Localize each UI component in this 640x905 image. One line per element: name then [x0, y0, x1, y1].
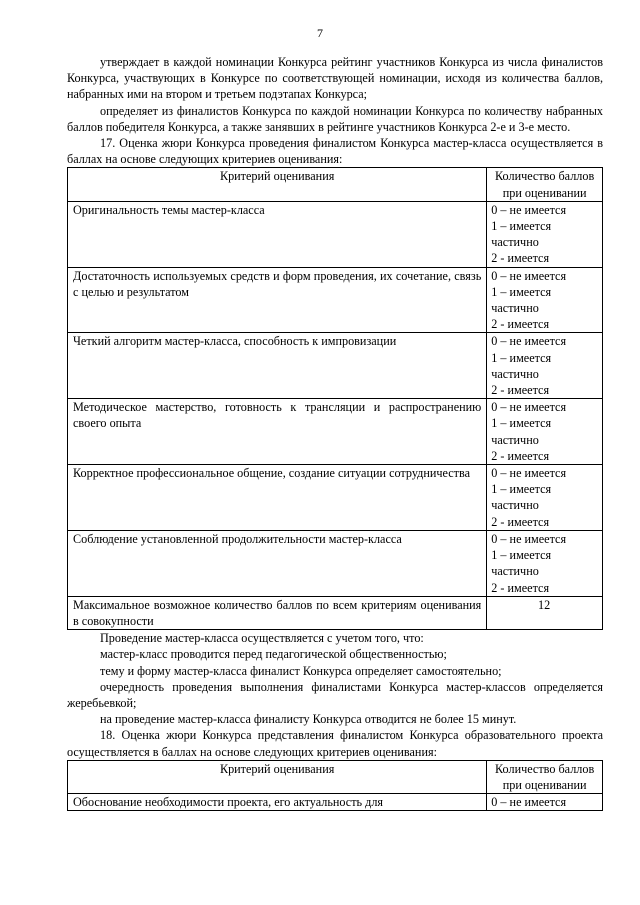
- score-option: 1 – имеется частично: [491, 416, 552, 447]
- table-row: [68, 201, 603, 267]
- table-header-row: [68, 168, 603, 201]
- score-option: 2 - имеется: [491, 580, 550, 595]
- total-score-cell: 12: [487, 596, 603, 629]
- score-cell: [487, 530, 603, 596]
- score-cell: [487, 465, 603, 531]
- paragraph: определяет из финалистов Конкурса по каждой номинации Конкурса по количеству набранных баллов победителя Конкурса, а также занявших в рейтинге участников Конкурса 2-е и 3-е место.: [67, 103, 603, 134]
- score-option: 1 – имеется частично: [491, 482, 552, 513]
- score-option: 0 – не имеется: [491, 334, 567, 349]
- page-number: 7: [317, 26, 323, 40]
- score-option: 0 – не имеется: [491, 202, 567, 217]
- score-cell: [487, 399, 603, 465]
- criteria-table-project: [67, 760, 603, 812]
- score-option: 2 - имеется: [491, 448, 550, 463]
- header-score: Количество баллов при оценивании: [487, 760, 603, 793]
- score-option: 0 – не имеется: [491, 400, 567, 415]
- paragraph-item-18: 18. Оценка жюри Конкурса представления финалистом Конкурса образовательного проекта осуществляется в баллах на основе следующих критериев оценивания:: [67, 728, 603, 759]
- score-option: 0 – не имеется: [491, 268, 567, 283]
- paragraph: на проведение мастер-класса финалисту Конкурса отводится не более 15 минут.: [100, 712, 517, 727]
- score-cell: [487, 794, 603, 811]
- paragraph: очередность проведения выполнения финалистами Конкурса мастер-классов определяется жеребьевкой;: [67, 679, 603, 710]
- table-row: [68, 399, 603, 465]
- table-total-row: [68, 596, 603, 629]
- document-body: [67, 54, 603, 811]
- score-option: 2 - имеется: [491, 383, 550, 398]
- score-option: 1 – имеется частично: [491, 350, 552, 381]
- header-criterion: Критерий оценивания: [68, 168, 487, 201]
- paragraph: тему и форму мастер-класса финалист Конкурса определяет самостоятельно;: [100, 663, 502, 678]
- criterion-cell: Корректное профессиональное общение, создание ситуации сотрудничества: [68, 465, 487, 531]
- score-option: 1 – имеется частично: [491, 548, 552, 579]
- paragraph: мастер-класс проводится перед педагогической общественностью;: [100, 647, 447, 662]
- table-row: [68, 465, 603, 531]
- table-row: [68, 267, 603, 333]
- criterion-cell: Четкий алгоритм мастер-класса, способность к импровизации: [68, 333, 487, 399]
- table-row: [68, 530, 603, 596]
- total-criterion-cell: Максимальное возможное количество баллов по всем критериям оценивания в совокупности: [68, 596, 487, 629]
- table-row: [68, 794, 603, 811]
- criterion-cell: Достаточность используемых средств и форм проведения, их сочетание, связь с целью и результатом: [68, 267, 487, 333]
- score-option: 2 - имеется: [491, 251, 550, 266]
- paragraph: Проведение мастер-класса осуществляется с учетом того, что:: [100, 631, 424, 646]
- paragraph-item-17: 17. Оценка жюри Конкурса проведения финалистом Конкурса мастер-класса осуществляется в баллах на основе следующих критериев оценивания:: [67, 136, 603, 167]
- score-option: 0 – не имеется: [491, 466, 567, 481]
- criterion-cell: Соблюдение установленной продолжительности мастер-класса: [68, 530, 487, 596]
- table-row: [68, 333, 603, 399]
- score-option: 1 – имеется частично: [491, 284, 552, 316]
- criterion-cell: Методическое мастерство, готовность к трансляции и распространению своего опыта: [68, 399, 487, 465]
- score-cell: [487, 201, 603, 267]
- table-header-row: [68, 760, 603, 793]
- score-option: 2 - имеется: [491, 514, 550, 529]
- score-option: 0 – не имеется: [491, 795, 567, 810]
- criterion-cell: Оригинальность темы мастер-класса: [68, 201, 487, 267]
- score-cell: [487, 267, 603, 333]
- score-option: 0 – не имеется: [491, 531, 567, 546]
- criteria-table-master-class: [67, 167, 603, 630]
- header-criterion: Критерий оценивания: [68, 760, 487, 793]
- score-option: 1 – имеется частично: [491, 219, 552, 250]
- score-option: 2 - имеется: [491, 317, 550, 332]
- paragraph: утверждает в каждой номинации Конкурса рейтинг участников Конкурса из числа финалистов Конкурса, участвующих в Конкурсе по соответствующей номинации, исходя из количества баллов, набранных ими на втором и третьем подэтапах Конкурса;: [67, 55, 603, 102]
- criterion-cell: Обоснование необходимости проекта, его актуальность для: [68, 794, 487, 811]
- header-score: Количество баллов при оценивании: [487, 168, 603, 201]
- score-cell: [487, 333, 603, 399]
